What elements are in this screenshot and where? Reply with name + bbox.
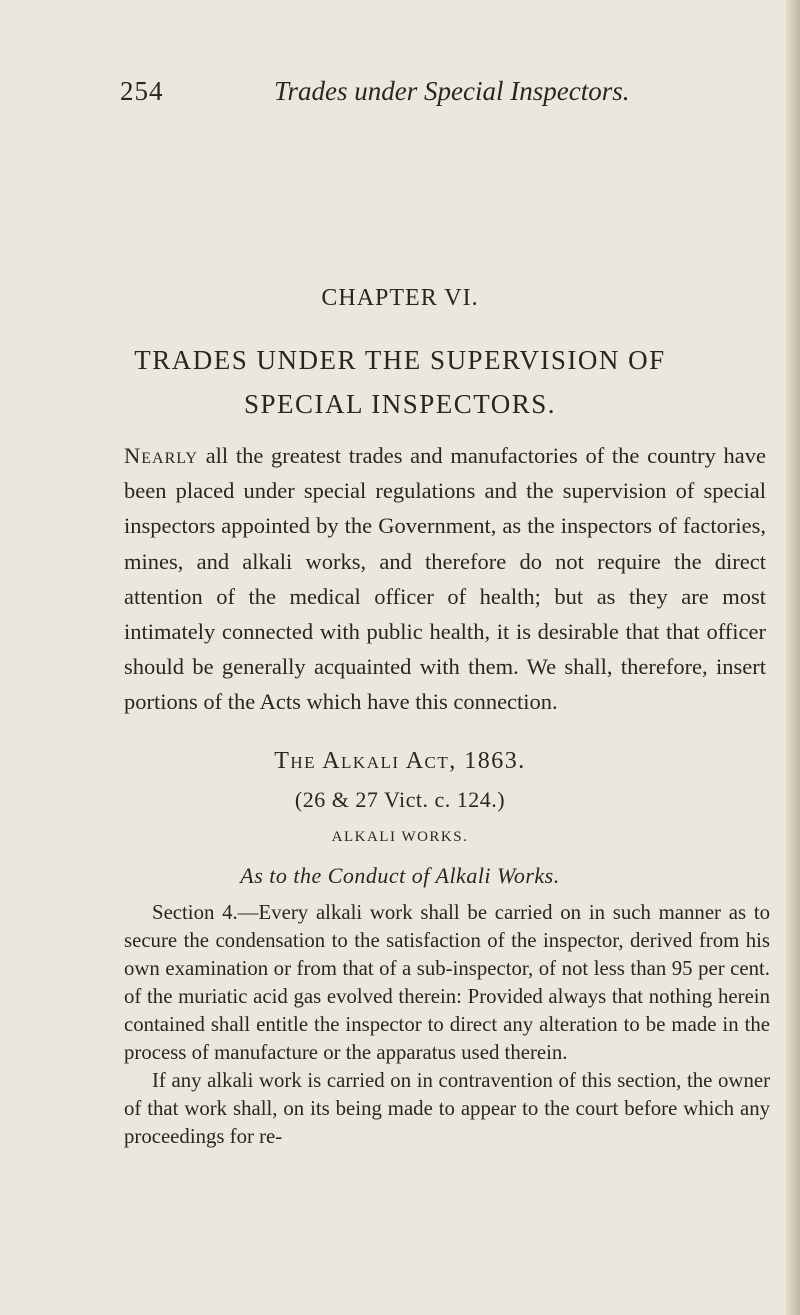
chapter-title-line-2: SPECIAL INSPECTORS. — [243, 389, 557, 419]
section-text — [124, 899, 770, 1151]
intro-lead-word: Nearly — [124, 443, 198, 468]
chapter-number: CHAPTER VI. — [321, 285, 479, 311]
page-header — [120, 76, 680, 116]
chapter-title — [90, 338, 710, 426]
act-citation: (26 & 27 Vict. c. 124.) — [294, 787, 506, 812]
intro-paragraph — [124, 438, 766, 720]
section-subheading: As to the Conduct of Alkali Works. — [240, 863, 560, 888]
running-head: Trades under Special Inspectors. — [274, 76, 630, 106]
section-paragraph-2: If any alkali work is carried on in contravention of this section, the owner of that work shall, on its being made to appear to the court before which any proceedings for re- — [124, 1069, 770, 1148]
section-paragraph-1: Section 4.—Every alkali work shall be carried on in such manner as to secure the condensation to the satisfaction of the inspector, derived from his own examination or from that of a sub-inspector, of not less than 95 per cent. of the muriatic acid gas evolved therein: Provided always that nothing herein contained shall entitle the inspector to direct any alteration to be made in the process of manufacture or the apparatus used therein. — [124, 901, 770, 1064]
chapter-title-line-1: TRADES UNDER THE SUPERVISION OF — [134, 345, 666, 375]
page-edge — [786, 0, 800, 1315]
act-title: The Alkali Act, 1863. — [274, 748, 526, 774]
page-number: 254 — [120, 76, 164, 106]
works-heading: ALKALI WORKS. — [331, 829, 469, 845]
intro-text: all the greatest trades and manufactories of the country have been placed under special regulations and the supervision of special inspectors appointed by the Government, as the inspectors of factories, mines, and alkali works, and therefore do not require the direct attention of the medical officer of health; but as they are most intimately connected with public health, it is desirable that that officer should be generally acquainted with them. We shall, therefore, insert portions of the Acts which have this connection. — [124, 443, 766, 715]
